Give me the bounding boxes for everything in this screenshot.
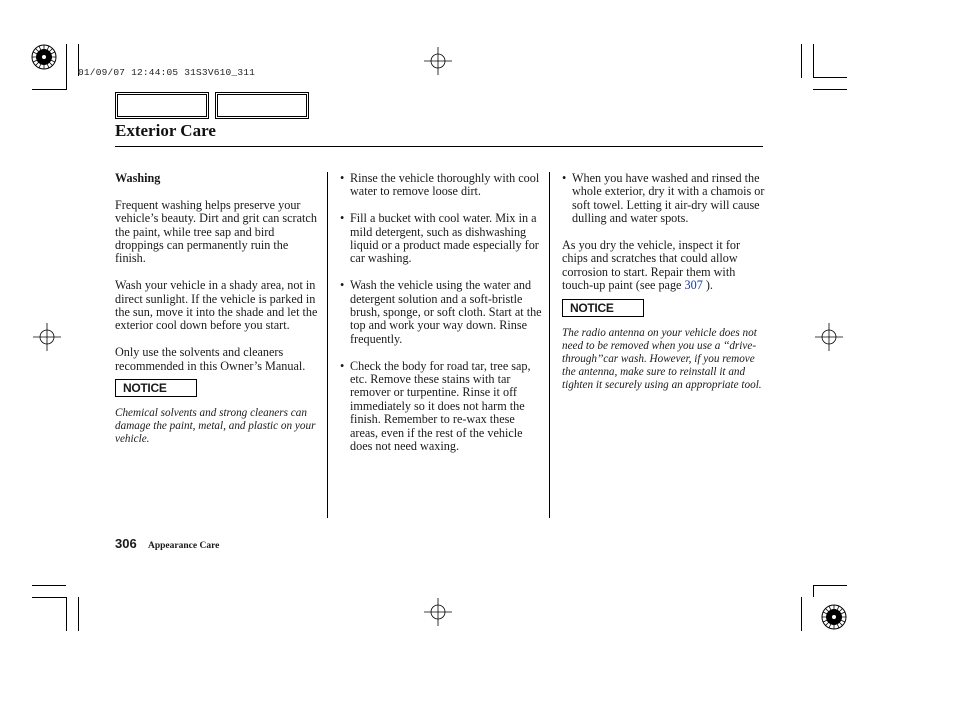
column-divider <box>327 172 328 518</box>
crop-mark <box>813 44 814 78</box>
crop-mark <box>32 597 66 598</box>
crop-mark <box>813 585 847 586</box>
paragraph-text: As you dry the vehicle, inspect it for chips and scratches that could allow corrosion to start. Repair them with touch-up paint (see page <box>562 238 741 293</box>
paragraph-text: ). <box>702 278 713 293</box>
paragraph: Only use the solvents and cleaners recommended in this Owner’s Manual. <box>115 345 306 373</box>
list-item: • Fill a bucket with cool water. Mix in a mild detergent, such as dishwashing liquid or a product made especially for car washing. <box>340 211 539 266</box>
column-2 <box>340 172 542 467</box>
notice-label: NOTICE <box>115 379 197 397</box>
notice-text: The radio antenna on your vehicle does not need to be removed when you use a ‘‘drive-through’’car wash. However, if you remove the antenna, make sure to reinstall it and tighten it securely using an appropriate tool. <box>562 326 762 392</box>
crop-mark <box>813 585 814 597</box>
paragraph: Wash your vehicle in a shady area, not in direct sunlight. If the vehicle is parked in the sun, move it into the shade and let the exterior cool down before you start. <box>115 278 318 333</box>
notice-label: NOTICE <box>562 299 644 317</box>
column-1 <box>115 172 321 460</box>
crop-mark <box>32 585 66 586</box>
paragraph: Frequent washing helps preserve your vehicle’s beauty. Dirt and grit can scratch the paint, while tree sap and bird droppings can permanently ruin the finish. <box>115 197 317 266</box>
sunburst-registration-icon <box>821 604 847 630</box>
list-item: • Rinse the vehicle thoroughly with cool water to remove loose dirt. <box>340 171 540 199</box>
crosshair-registration-icon <box>33 323 61 351</box>
sunburst-registration-icon <box>31 44 57 70</box>
print-timestamp: 01/09/07 12:44:05 31S3V610_311 <box>78 67 256 78</box>
crop-mark <box>801 44 802 78</box>
crosshair-registration-icon <box>815 323 843 351</box>
section-tab-box <box>215 92 309 119</box>
crop-mark <box>66 597 67 631</box>
column-divider <box>549 172 550 518</box>
paragraph <box>562 239 766 293</box>
column-3 <box>562 172 766 406</box>
list-item: • Check the body for road tar, tree sap, etc. Remove these stains with tar remover or turpentine. Rinse it off immediately so it does not harm the finish. Remember to re-wax these areas, even if the rest of the vehicle does not need waxing. <box>340 358 531 454</box>
crop-mark <box>801 597 802 631</box>
page-number: 306 <box>115 536 137 551</box>
list-item-text: When you have washed and rinsed the whole exterior, dry it with a chamois or soft towel. Letting it air-dry will cause dulling and water spots. <box>572 171 765 226</box>
list-item-text: Wash the vehicle using the water and detergent solution and a soft-bristle brush, sponge, or soft cloth. Start at the top and work your way down. Rinse frequently. <box>350 278 542 346</box>
section-heading: Washing <box>115 171 161 185</box>
crosshair-registration-icon <box>424 598 452 626</box>
crop-mark <box>813 89 847 90</box>
crop-mark <box>813 77 847 78</box>
crosshair-registration-icon <box>424 47 452 75</box>
list-item-text: Check the body for road tar, tree sap, etc. Remove these stains with tar remover or turpentine. Rinse it off immediately so it does not harm the finish. Remember to re-wax these areas, even if the rest of the vehicle does not need waxing. <box>350 358 531 454</box>
section-tab-box <box>115 92 209 119</box>
list-item-text: Fill a bucket with cool water. Mix in a mild detergent, such as dishwashing liquid or a product made especially for car washing. <box>350 211 539 266</box>
page-reference-link[interactable]: 307 <box>684 278 703 293</box>
notice-text: Chemical solvents and strong cleaners can damage the paint, metal, and plastic on your vehicle. <box>115 407 316 446</box>
list-item: • When you have washed and rinsed the whole exterior, dry it with a chamois or soft towel. Letting it air-dry will cause dulling and water spots. <box>562 171 765 226</box>
crop-mark <box>66 44 67 90</box>
page-title: Exterior Care <box>115 121 216 140</box>
section-name: Appearance Care <box>148 541 220 551</box>
crop-mark <box>78 597 79 631</box>
title-rule <box>115 146 763 147</box>
list-item-text: Rinse the vehicle thoroughly with cool water to remove loose dirt. <box>350 171 540 199</box>
list-item: • Wash the vehicle using the water and detergent solution and a soft-bristle brush, sponge, or soft cloth. Start at the top and work your way down. Rinse frequently. <box>340 278 542 346</box>
crop-mark <box>32 89 66 90</box>
